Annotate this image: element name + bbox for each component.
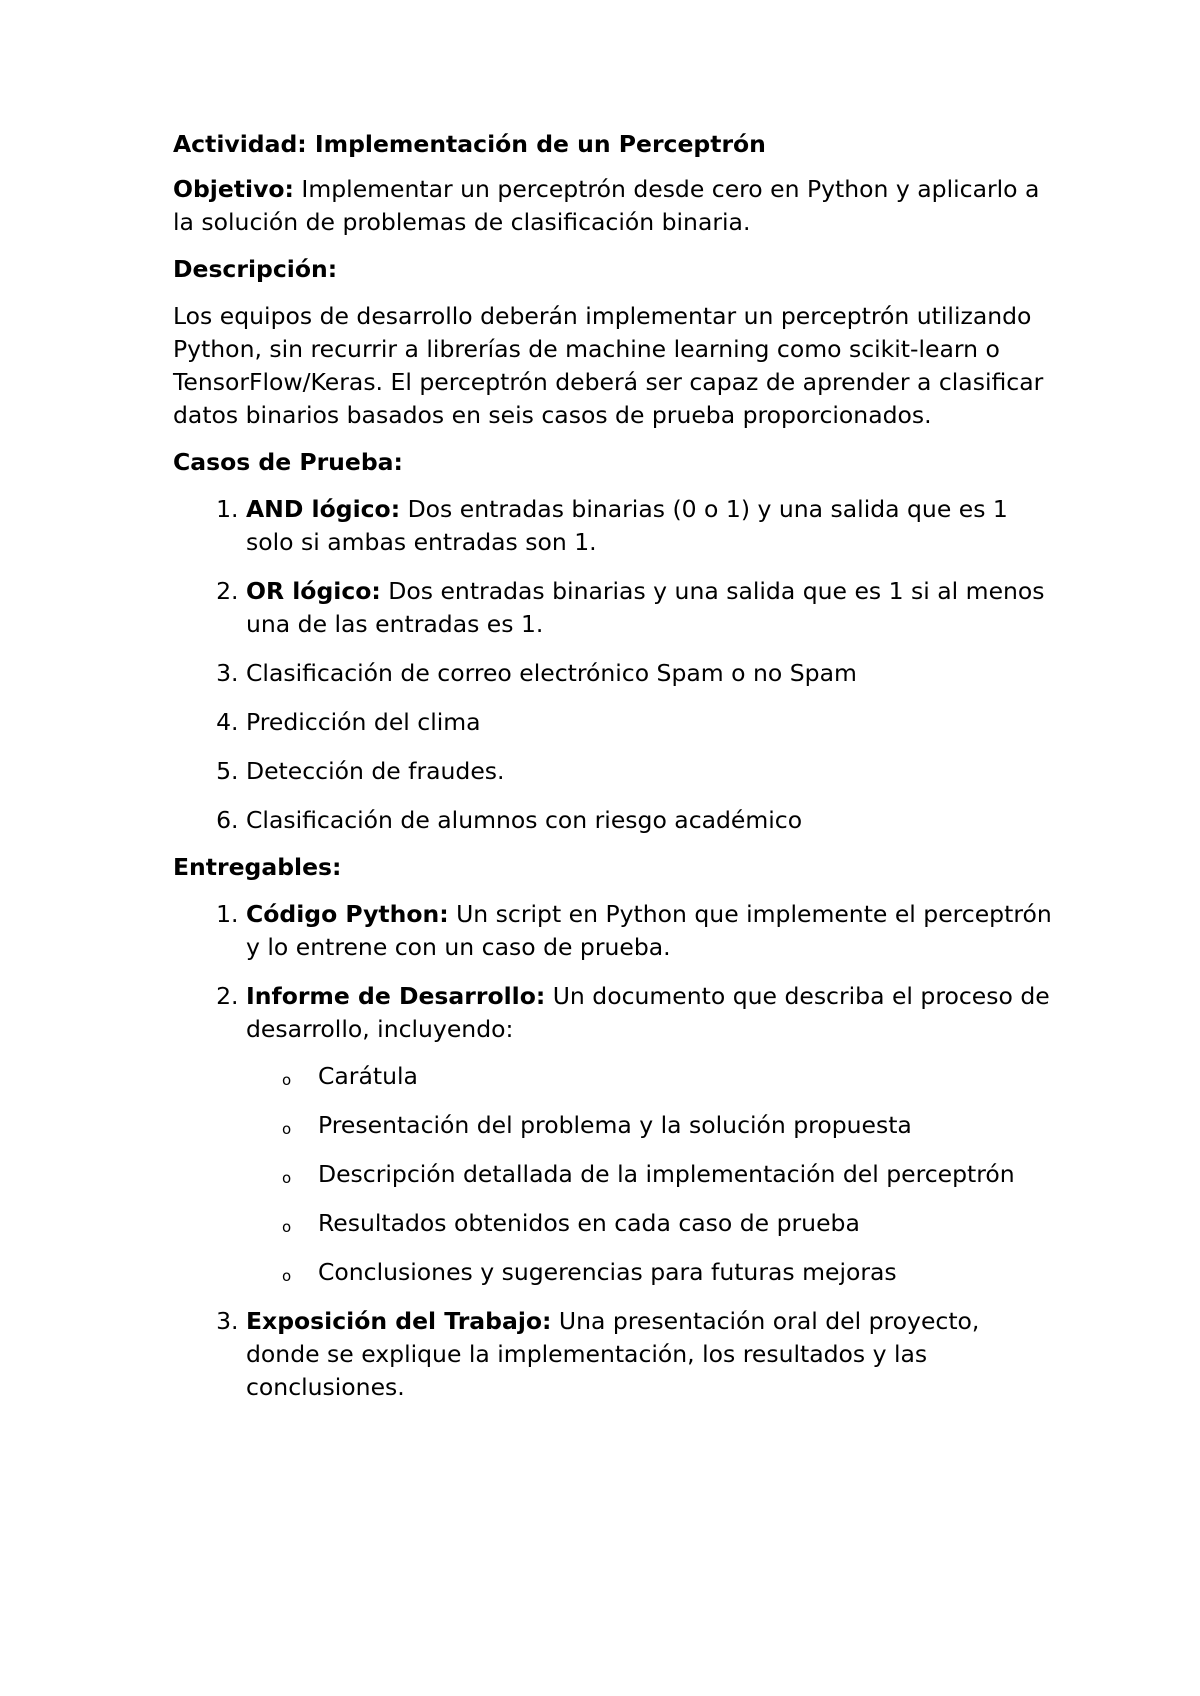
circle-bullet-icon: o [282, 1120, 292, 1138]
report-subitem-text: Descripción detallada de la implementación del perceptrón [318, 1160, 1015, 1188]
description-text: Los equipos de desarrollo deberán implementar un perceptrón utilizando Python, sin recurrir a librerías de machine learning como scikit-learn o TensorFlow/Keras. El perceptrón deberá ser capaz de aprender a clasificar datos binarios basados en seis casos de prueba proporcionados. [173, 302, 1044, 429]
circle-bullet-icon: o [282, 1071, 292, 1089]
test-case-label: AND lógico: [246, 495, 401, 523]
circle-bullet-icon: o [282, 1267, 292, 1285]
deliverable-item [246, 1305, 1053, 1404]
test-case-item [246, 575, 1053, 641]
test-cases-list [173, 493, 1053, 837]
circle-bullet-icon: o [282, 1218, 292, 1236]
test-case-item [246, 804, 1053, 837]
deliverable-label: Código Python: [246, 900, 449, 928]
test-case-item [246, 755, 1053, 788]
deliverable-text: Un script en Python que implemente el perceptrón y lo entrene con un caso de prueba. [246, 900, 1052, 961]
report-subitem-text: Conclusiones y sugerencias para futuras mejoras [318, 1258, 897, 1286]
deliverable-label: Informe de Desarrollo: [246, 982, 546, 1010]
test-case-text: Dos entradas binarias (0 o 1) y una salida que es 1 solo si ambas entradas son 1. [246, 495, 1008, 556]
report-subitems-list [246, 1060, 1053, 1289]
document-title: Actividad: Implementación de un Perceptrón [173, 130, 766, 158]
deliverable-text: Un documento que describa el proceso de desarrollo, incluyendo: [246, 982, 1050, 1043]
test-case-text: Predicción del clima [246, 708, 481, 736]
deliverable-text: Una presentación oral del proyecto, donde se explique la implementación, los resultados y las conclusiones. [246, 1307, 980, 1401]
test-case-item [246, 706, 1053, 739]
deliverable-label: Exposición del Trabajo: [246, 1307, 552, 1335]
circle-bullet-icon: o [282, 1169, 292, 1187]
report-subitem [282, 1060, 1053, 1093]
report-subitem [282, 1158, 1053, 1191]
report-subitem [282, 1109, 1053, 1142]
test-case-text: Clasificación de alumnos con riesgo académico [246, 806, 803, 834]
deliverable-item [246, 898, 1053, 964]
report-subitem [282, 1207, 1053, 1240]
test-case-item [246, 493, 1053, 559]
objective-label: Objetivo: [173, 175, 294, 203]
deliverable-item [246, 980, 1053, 1289]
objective-text: Implementar un perceptrón desde cero en Python y aplicarlo a la solución de problemas de clasificación binaria. [173, 175, 1040, 236]
description-heading: Descripción: [173, 255, 338, 283]
report-subitem-text: Resultados obtenidos en cada caso de prueba [318, 1209, 860, 1237]
test-case-text: Dos entradas binarias y una salida que es 1 si al menos una de las entradas es 1. [246, 577, 1045, 638]
report-subitem [282, 1256, 1053, 1289]
test-case-text: Detección de fraudes. [246, 757, 505, 785]
test-case-item [246, 657, 1053, 690]
test-case-label: OR lógico: [246, 577, 381, 605]
test-cases-heading: Casos de Prueba: [173, 448, 403, 476]
objective-paragraph [173, 173, 1053, 239]
deliverables-list [173, 898, 1053, 1404]
deliverables-heading: Entregables: [173, 853, 342, 881]
report-subitem-text: Carátula [318, 1062, 418, 1090]
test-case-text: Clasificación de correo electrónico Spam o no Spam [246, 659, 857, 687]
report-subitem-text: Presentación del problema y la solución propuesta [318, 1111, 912, 1139]
document-page [173, 128, 1053, 1418]
